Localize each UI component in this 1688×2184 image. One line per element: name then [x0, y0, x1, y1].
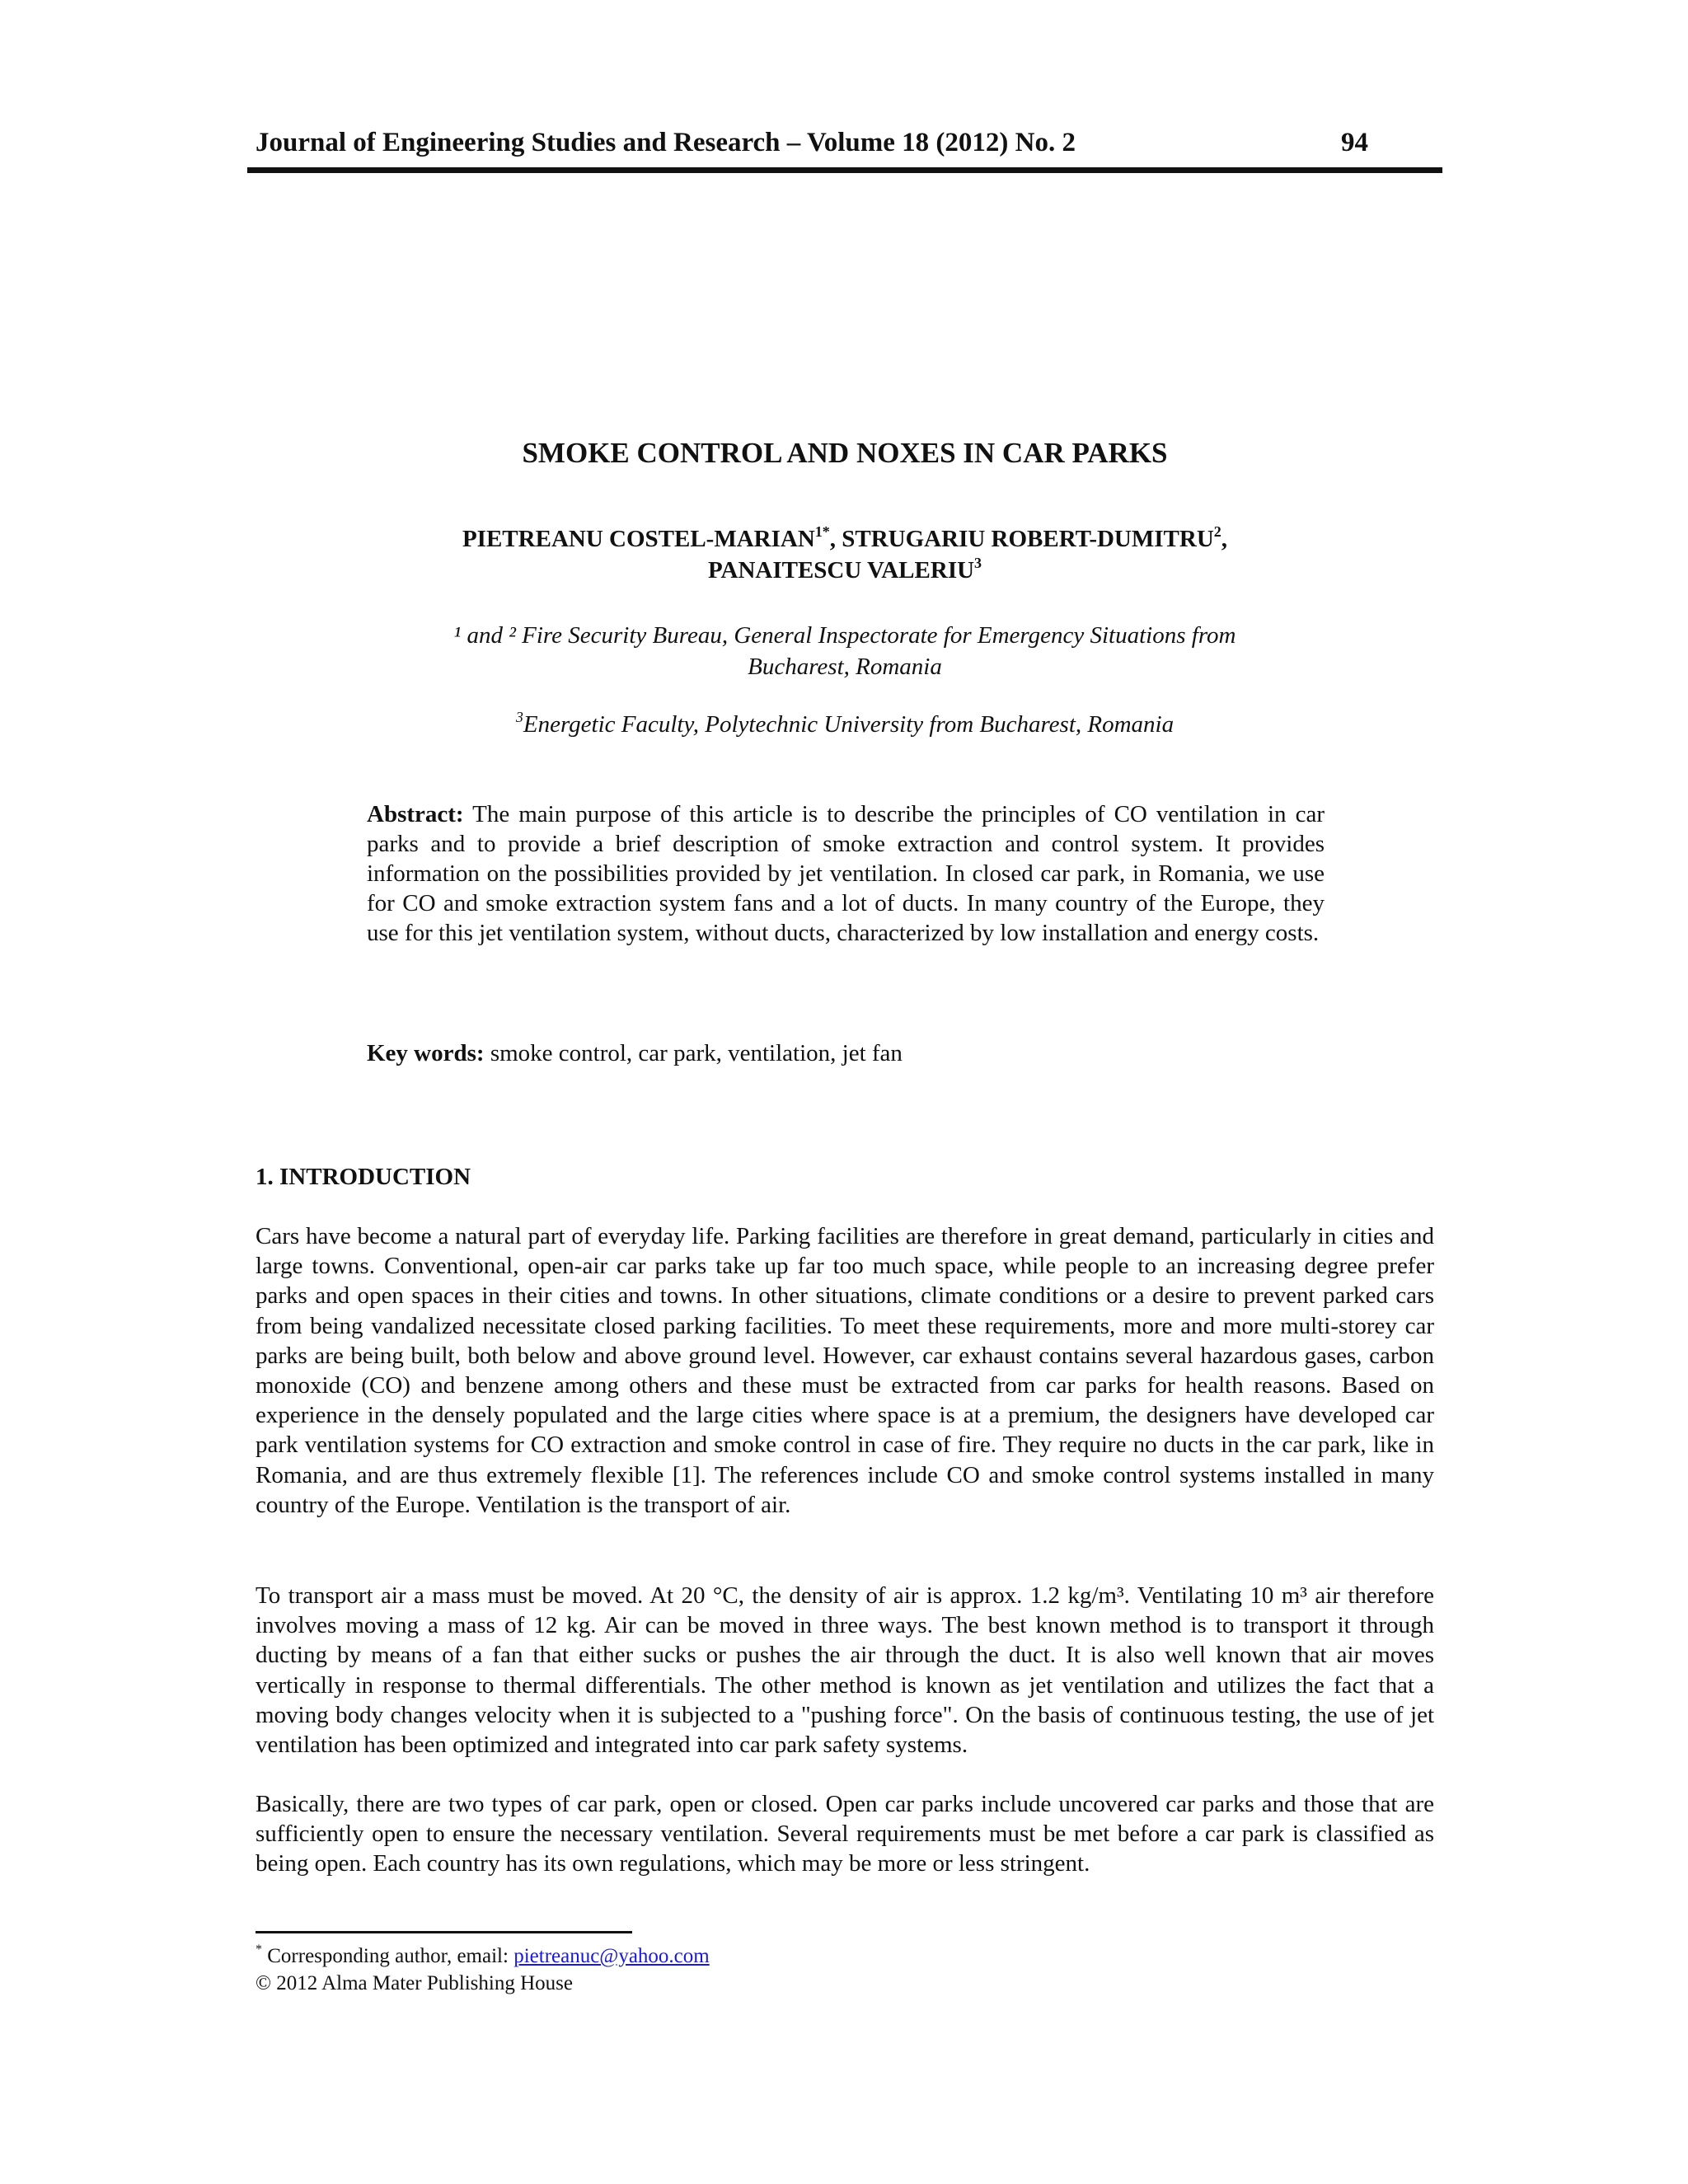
- affiliation-line: Energetic Faculty, Polytechnic University from Bucharest, Romania: [523, 711, 1175, 738]
- author-marker: 1*: [814, 523, 830, 540]
- author-name: STRUGARIU ROBERT-DUMITRU: [842, 526, 1214, 552]
- abstract: [367, 799, 1325, 948]
- keywords-label: Key words:: [367, 1040, 485, 1066]
- body-paragraph: To transport air a mass must be moved. At 20 °C, the density of air is approx. 1.2 kg/m³. Ventilating 10 m³ air therefore involves moving a mass of 12 kg. Air can be moved in three ways. The best known method is to transport it through ducting by means of a fan that either sucks or pushes the air through the duct. It is also well known that air moves vertically in response to thermal differentials. The other method is known as jet ventilation and utilizes the fact that a moving body changes velocity when it is subjected to a "pushing force". On the basis of continuous testing, the use of jet ventilation has been optimized and integrated into car park safety systems.: [256, 1582, 1434, 1759]
- body-paragraph: Basically, there are two types of car park, open or closed. Open car parks include uncovered car parks and those that are sufficiently open to ensure the necessary ventilation. Several requirements must be met before a car park is classified as being open. Each country has its own regulations, which may be more or less stringent.: [256, 1791, 1434, 1877]
- footnote-copyright: © 2012 Alma Mater Publishing House: [256, 1972, 573, 1994]
- journal-title: Journal of Engineering Studies and Research – Volume 18 (2012) No. 2: [256, 128, 1076, 157]
- affiliation-line: Bucharest, Romania: [748, 654, 942, 680]
- abstract-label: Abstract:: [367, 801, 464, 827]
- affiliation-fire-bureau: [247, 620, 1442, 682]
- affiliation-line: ¹ and ² Fire Security Bureau, General Inspectorate for Emergency Situations from: [453, 622, 1236, 649]
- author-name: PIETREANU COSTEL-MARIAN: [462, 526, 815, 552]
- author-marker: 3: [974, 555, 982, 571]
- footnote-marker: *: [256, 1943, 262, 1957]
- header-rule: [247, 167, 1442, 173]
- keywords-text: smoke control, car park, ventilation, jet fan: [490, 1040, 903, 1066]
- body-paragraph: Cars have become a natural part of everyday life. Parking facilities are therefore in great demand, particularly in cities and large towns. Conventional, open-air car parks take up far too much space, while people to an increasing degree prefer parks and open spaces in their cities and towns. In other situations, climate conditions or a desire to prevent parked cars from being vandalized necessitate closed parking facilities. To meet these requirements, more and more multi-storey car parks are being built, both below and above ground level. However, car exhaust contains several hazardous gases, carbon monoxide (CO) and benzene among others and these must be extracted from car parks for health reasons. Based on experience in the densely populated and the large cities where space is at a premium, the designers have developed car park ventilation systems for CO extraction and smoke control in case of fire. They require no ducts in the car park, like in Romania, and are thus extremely flexible [1]. The references include CO and smoke control systems installed in many country of the Europe. Ventilation is the transport of air.: [256, 1223, 1434, 1518]
- affiliation-polytechnic: [247, 709, 1442, 740]
- abstract-text: The main purpose of this article is to describe the principles of CO ventilation in car parks and to provide a brief description of smoke extraction and control system. It provides information on the possibilities provided by jet ventilation. In closed car park, in Romania, we use for CO and smoke extraction system fans and a lot of ducts. In many country of the Europe, they use for this jet ventilation system, without ducts, characterized by low installation and energy costs.: [367, 801, 1325, 946]
- section-heading: 1. INTRODUCTION: [256, 1164, 471, 1190]
- keywords: [367, 1038, 1325, 1068]
- affiliation-marker: 3: [515, 709, 523, 725]
- paper-title: SMOKE CONTROL AND NOXES IN CAR PARKS: [522, 437, 1168, 469]
- running-header: [247, 122, 1414, 163]
- footnote-rule: [256, 1931, 632, 1933]
- author-marker: 2: [1213, 523, 1221, 540]
- author-name: PANAITESCU VALERIU: [707, 557, 975, 583]
- page-number: 94: [1341, 128, 1368, 157]
- footnote-corresponding-author: [256, 1943, 1245, 1970]
- email-link[interactable]: pietreanuc@yahoo.com: [513, 1945, 710, 1967]
- author-list: PIETREANU COSTEL-$MARIAN^{1*}$, STRUGARIU ROBERT-DUMITRU$^2$, PANAITESCU VALERIU$^3$: [462, 523, 1228, 583]
- footnote-text: Corresponding author, email:: [262, 1945, 514, 1967]
